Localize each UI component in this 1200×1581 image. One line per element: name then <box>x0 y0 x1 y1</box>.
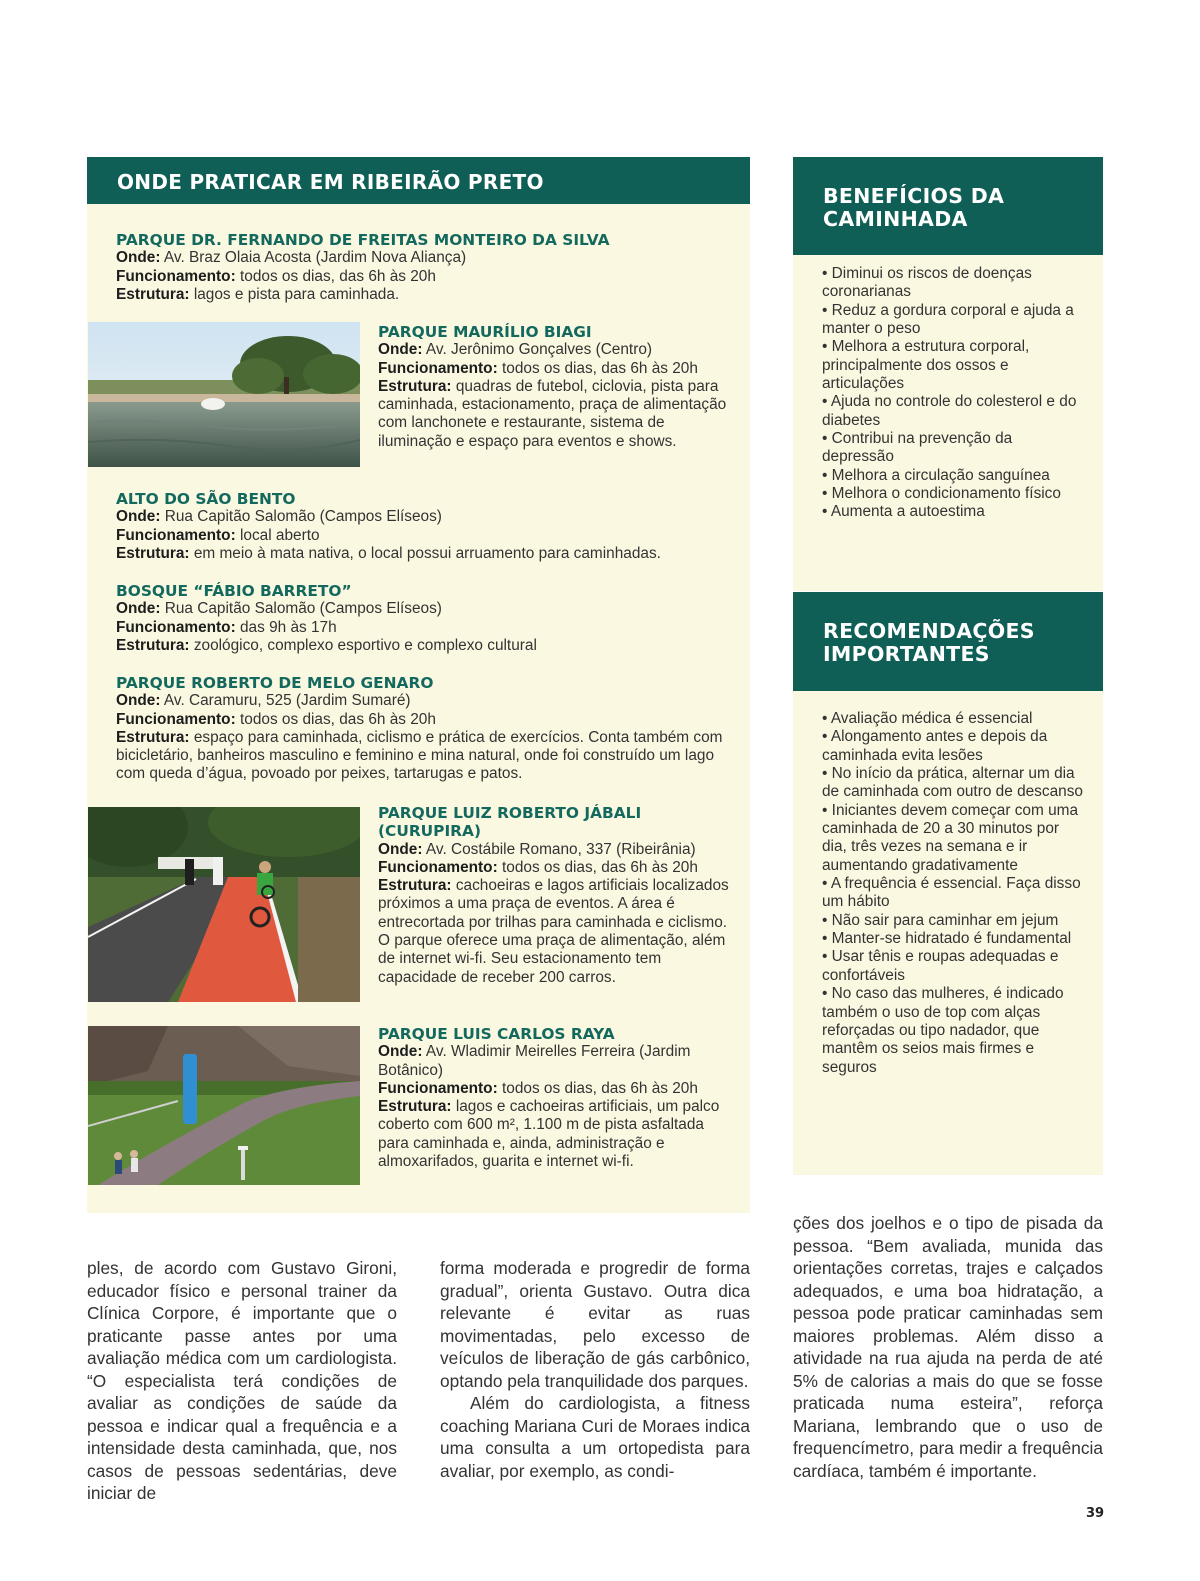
list-item: • Aumenta a autoestima <box>822 503 985 521</box>
article-column-2 <box>440 1257 750 1482</box>
label-estrutura: Estrutura: <box>116 285 190 303</box>
recommendations-title-line2: IMPORTANTES <box>823 642 990 666</box>
label-funcionamento: Funcionamento: <box>378 359 498 377</box>
label-estrutura: Estrutura: <box>116 636 190 654</box>
park-address: Av. Wladimir Meirelles Ferreira (Jardim Botânico) <box>378 1043 691 1079</box>
page-number: 39 <box>1086 1506 1105 1521</box>
article-paragraph: ções dos joelhos e o tipo de pisada da pessoa. “Bem avaliada, munida das orientações corretas, trajes e calçados adequados, e uma boa hidratação, a pessoa pode praticar caminhadas sem maiores problemas. Além disso a atividade na rua ajuda na perda de até 5% de calorias a mais do que se fosse praticada numa esteira”, reforça Mariana, lembrando que o uso de frequencímetro, para medir a frequência cardíaca, também é importante. <box>793 1213 1103 1481</box>
park-name: PARQUE LUIS CARLOS RAYA <box>378 1025 615 1043</box>
list-item: • A frequência é essencial. Faça disso um hábito <box>822 875 1081 911</box>
recommendations-box <box>793 592 1103 1175</box>
park-entry-3 <box>116 490 741 563</box>
park-name: PARQUE LUIZ ROBERTO JÁBALI (CURUPIRA) <box>378 804 642 841</box>
benefits-list <box>793 255 1103 522</box>
benefits-title-line1: BENEFÍCIOS DA <box>823 184 1005 208</box>
label-funcionamento: Funcionamento: <box>116 618 236 636</box>
park-entry-6 <box>378 804 740 987</box>
recommendations-title-line1: RECOMENDAÇÕES <box>823 619 1035 643</box>
label-funcionamento: Funcionamento: <box>116 710 236 728</box>
park-structure: em meio à mata nativa, o local possui arruamento para caminhadas. <box>193 544 661 562</box>
label-onde: Onde: <box>378 1043 423 1061</box>
list-item: • Melhora a estrutura corporal, principalmente dos ossos e articulações <box>822 338 1030 393</box>
park-structure: quadras de futebol, ciclovia, pista para caminhada, estacionamento, praça de alimentação com lanchonete e restaurante, sistema de iluminação e espaço para eventos e shows. <box>378 377 727 450</box>
label-estrutura: Estrutura: <box>116 544 190 562</box>
label-funcionamento: Funcionamento: <box>116 267 236 285</box>
article-paragraph: forma moderada e progredir de forma gradual”, orienta Gustavo. Outra dica relevante é evitar as ruas movimentadas, pelo excesso de veículos de liberação de gás carbônico, optando pela tranquilidade dos parques. <box>440 1258 750 1391</box>
article-column-1 <box>87 1257 397 1505</box>
list-item: • Usar tênis e roupas adequadas e confortáveis <box>822 948 1059 984</box>
park-address: Av. Braz Olaia Acosta (Jardim Nova Aliança) <box>163 249 467 267</box>
list-item: • No início da prática, alternar um dia de caminhada com outro de descanso <box>822 765 1083 801</box>
label-estrutura: Estrutura: <box>378 1098 452 1116</box>
label-onde: Onde: <box>116 508 161 526</box>
park-name: PARQUE ROBERTO DE MELO GENARO <box>116 674 434 692</box>
park-name: PARQUE MAURÍLIO BIAGI <box>378 323 592 341</box>
park-name: ALTO DO SÃO BENTO <box>116 490 296 508</box>
benefits-title-line2: CAMINHADA <box>823 207 968 231</box>
list-item: • Ajuda no controle do colesterol e do diabetes <box>822 393 1077 429</box>
label-estrutura: Estrutura: <box>116 728 190 746</box>
park-structure: zoológico, complexo esportivo e complexo cultural <box>193 636 537 654</box>
park-entry-5 <box>116 674 738 784</box>
label-funcionamento: Funcionamento: <box>116 526 236 544</box>
list-item: • No caso das mulheres, é indicado também o uso de top com alças reforçadas ou tipo nadador, que mantêm os seios mais firmes e seguros <box>822 985 1064 1076</box>
list-item: • Contribui na prevenção da depressão <box>822 430 1013 466</box>
park-hours: todos os dias, das 6h às 20h <box>501 359 698 377</box>
label-funcionamento: Funcionamento: <box>378 858 498 876</box>
park-hours: das 9h às 17h <box>239 618 337 636</box>
label-estrutura: Estrutura: <box>378 377 452 395</box>
park-address: Av. Costábile Romano, 337 (Ribeirânia) <box>425 840 696 858</box>
park-name: PARQUE DR. FERNANDO DE FREITAS MONTEIRO DA SILVA <box>116 231 610 249</box>
article-column-3 <box>793 1212 1103 1482</box>
recommendations-list <box>793 691 1103 1077</box>
park-entry-1 <box>116 231 736 304</box>
park-structure: lagos e pista para caminhada. <box>193 285 400 303</box>
benefits-box <box>793 157 1103 591</box>
park-hours: todos os dias, das 6h às 20h <box>239 267 436 285</box>
park-entry-7 <box>378 1025 738 1171</box>
park-name: BOSQUE “FÁBIO BARRETO” <box>116 582 352 600</box>
list-item: • Manter-se hidratado é fundamental <box>822 930 1072 948</box>
list-item: • Reduz a gordura corporal e ajuda a manter o peso <box>822 301 1074 338</box>
park-structure: lagos e cachoeiras artificiais, um palco coberto com 600 m², 1.100 m de pista asfaltada para caminhada e, ainda, administração e almoxarifados, guarita e internet wi-fi. <box>378 1098 720 1171</box>
park-hours: todos os dias, das 6h às 20h <box>501 858 698 876</box>
article-paragraph: ples, de acordo com Gustavo Gironi, educador físico e personal trainer da Clínica Corpore, é importante que o praticante passe antes por uma avaliação médica com um cardiologista. “O especialista terá condições de avaliar as condições de saúde da pessoa e indicar qual a frequência e a intensidade desta caminhada, que, nos casos de pessoas sedentárias, deve iniciar de <box>87 1258 397 1503</box>
park-entry-4 <box>116 582 741 655</box>
list-item: • Melhora a circulação sanguínea <box>822 466 1050 484</box>
list-item: • Não sair para caminhar em jejum <box>822 911 1059 929</box>
label-funcionamento: Funcionamento: <box>378 1079 498 1097</box>
park-walking-path-photo <box>88 1026 360 1185</box>
label-onde: Onde: <box>378 341 423 359</box>
list-item: • Alongamento antes e depois da caminhada evita lesões <box>822 728 1048 764</box>
list-item: • Melhora o condicionamento físico <box>822 485 1061 503</box>
label-onde: Onde: <box>116 249 161 267</box>
list-item: • Diminui os riscos de doenças coronarianas <box>822 265 1032 301</box>
parks-box-title: ONDE PRATICAR EM RIBEIRÃO PRETO <box>87 157 750 204</box>
park-entry-2 <box>378 323 738 451</box>
park-address: Rua Capitão Salomão (Campos Elíseos) <box>164 600 442 618</box>
park-bike-path-photo <box>88 807 360 1002</box>
park-address: Av. Caramuru, 525 (Jardim Sumaré) <box>163 692 411 710</box>
label-estrutura: Estrutura: <box>378 877 452 895</box>
park-structure: espaço para caminhada, ciclismo e prática de exercícios. Conta também com bicicletário, banheiros masculino e feminino e mina natural, onde foi construído um lago com queda d’água, povoado por peixes, tartarugas e patos. <box>116 728 723 783</box>
label-onde: Onde: <box>116 600 161 618</box>
list-item: • Iniciantes devem começar com uma caminhada de 20 a 30 minutos por dia, três vezes na semana e ir aumentando gradativamente <box>822 801 1079 874</box>
park-hours: todos os dias, das 6h às 20h <box>239 710 436 728</box>
benefits-title <box>793 157 1103 255</box>
list-item: • Avaliação médica é essencial <box>822 710 1033 727</box>
article-paragraph: Além do cardiologista, a fitness coaching Mariana Curi de Moraes indica uma consulta a um ortopedista para avaliar, por exemplo, as condi- <box>440 1393 750 1481</box>
park-lake-fountain-photo <box>88 322 360 467</box>
label-onde: Onde: <box>116 692 161 710</box>
park-structure: cachoeiras e lagos artificiais localizados próximos a uma praça de eventos. A área é entrecortada por trilhas para caminhada e ciclismo. O parque oferece uma praça de alimentação, além de internet wi-fi. Seu estacionamento tem capacidade de receber 200 carros. <box>378 877 729 986</box>
park-address: Rua Capitão Salomão (Campos Elíseos) <box>164 508 442 526</box>
recommendations-title <box>793 592 1103 691</box>
park-address: Av. Jerônimo Gonçalves (Centro) <box>425 341 653 359</box>
park-hours: local aberto <box>239 526 320 544</box>
label-onde: Onde: <box>378 840 423 858</box>
park-hours: todos os dias, das 6h às 20h <box>501 1079 698 1097</box>
